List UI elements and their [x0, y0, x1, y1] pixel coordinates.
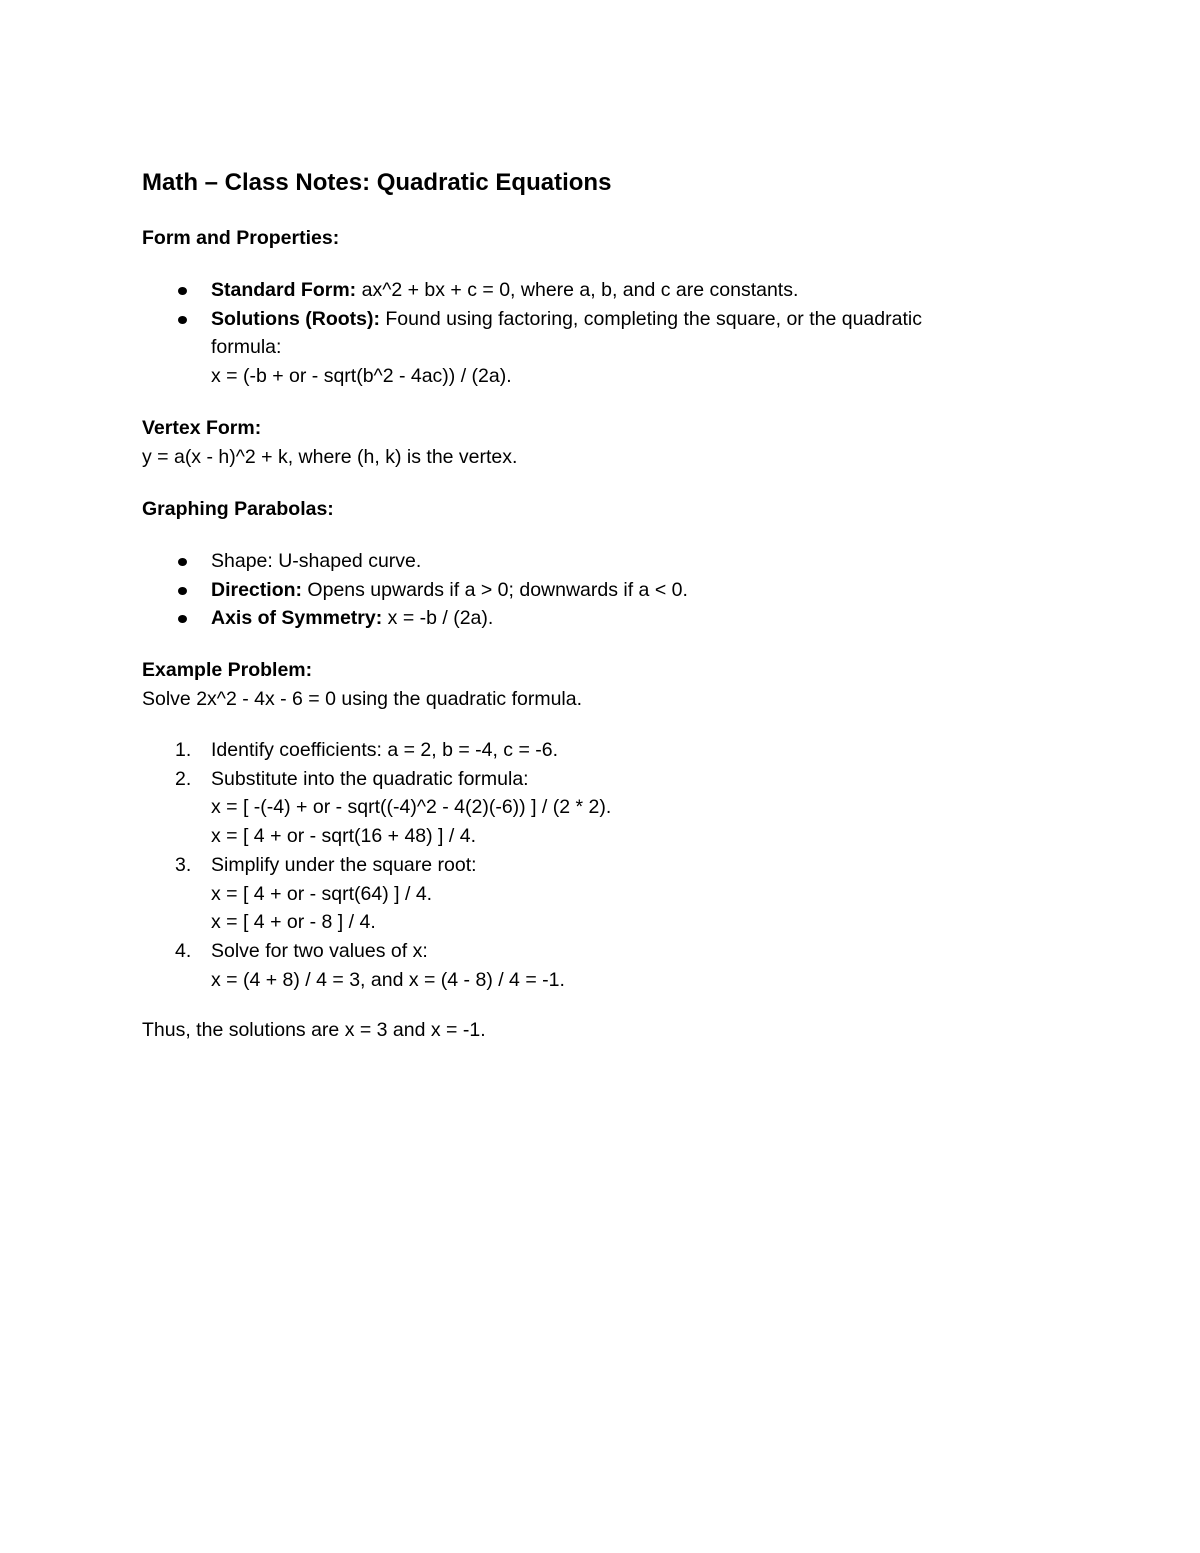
list-item	[142, 305, 922, 391]
conclusion-text: Thus, the solutions are x = 3 and x = -1.	[142, 1019, 486, 1041]
item-text: Shape: U-shaped curve.	[211, 550, 422, 572]
list-item	[142, 604, 688, 633]
step-number: 2.	[175, 767, 192, 790]
item-text: x = -b / (2a).	[382, 607, 494, 630]
bullet-icon	[178, 615, 187, 623]
item-label: Solutions (Roots):	[211, 307, 380, 330]
item-label: Axis of Symmetry:	[211, 607, 383, 630]
graphing-heading: Graphing Parabolas:	[142, 498, 334, 520]
item-text: Opens upwards if a > 0; downwards if a < 0.	[302, 578, 688, 601]
bullet-icon	[178, 316, 187, 324]
step-number: 3.	[175, 853, 192, 876]
bullet-icon	[178, 287, 187, 295]
item-continuation: formula:	[211, 336, 282, 359]
list-item	[142, 576, 688, 605]
step-item	[142, 765, 611, 851]
page-title: Math – Class Notes: Quadratic Equations	[142, 169, 612, 196]
step-item	[142, 937, 611, 994]
step-text: Simplify under the square root:	[211, 853, 477, 876]
step-line: x = [ 4 + or - sqrt(64) ] / 4.	[211, 882, 433, 905]
step-line: x = [ 4 + or - 8 ] / 4.	[211, 911, 376, 934]
step-item	[142, 851, 611, 937]
step-text: Identify coefficients: a = 2, b = -4, c = -6.	[211, 739, 559, 761]
example-heading: Example Problem:	[142, 659, 313, 681]
step-item	[142, 736, 611, 765]
list-item	[142, 547, 688, 576]
step-number: 1.	[175, 739, 192, 761]
bullet-icon	[178, 558, 187, 566]
example-text: Solve 2x^2 - 4x - 6 = 0 using the quadratic formula.	[142, 688, 583, 710]
step-line: x = [ 4 + or - sqrt(16 + 48) ] / 4.	[211, 825, 476, 848]
step-line: x = [ -(-4) + or - sqrt((-4)^2 - 4(2)(-6)) ] / (2 * 2).	[211, 796, 612, 819]
form-properties-heading: Form and Properties:	[142, 227, 340, 249]
vertex-form-text: y = a(x - h)^2 + k, where (h, k) is the vertex.	[142, 446, 518, 468]
bullet-icon	[178, 587, 187, 595]
graphing-list	[142, 547, 688, 633]
item-label: Standard Form:	[211, 279, 357, 301]
step-text: Solve for two values of x:	[211, 939, 428, 962]
item-text: ax^2 + bx + c = 0, where a, b, and c are constants.	[356, 279, 799, 301]
vertex-form-heading: Vertex Form:	[142, 417, 262, 439]
quadratic-formula: x = (-b + or - sqrt(b^2 - 4ac)) / (2a).	[211, 365, 512, 388]
list-item	[142, 276, 922, 305]
example-steps	[142, 736, 611, 994]
step-text: Substitute into the quadratic formula:	[211, 767, 529, 790]
item-label: Direction:	[211, 578, 303, 601]
step-line: x = (4 + 8) / 4 = 3, and x = (4 - 8) / 4 = -1.	[211, 968, 565, 991]
form-properties-list	[142, 276, 922, 391]
step-number: 4.	[175, 939, 192, 962]
item-text: Found using factoring, completing the square, or the quadratic	[379, 307, 922, 330]
